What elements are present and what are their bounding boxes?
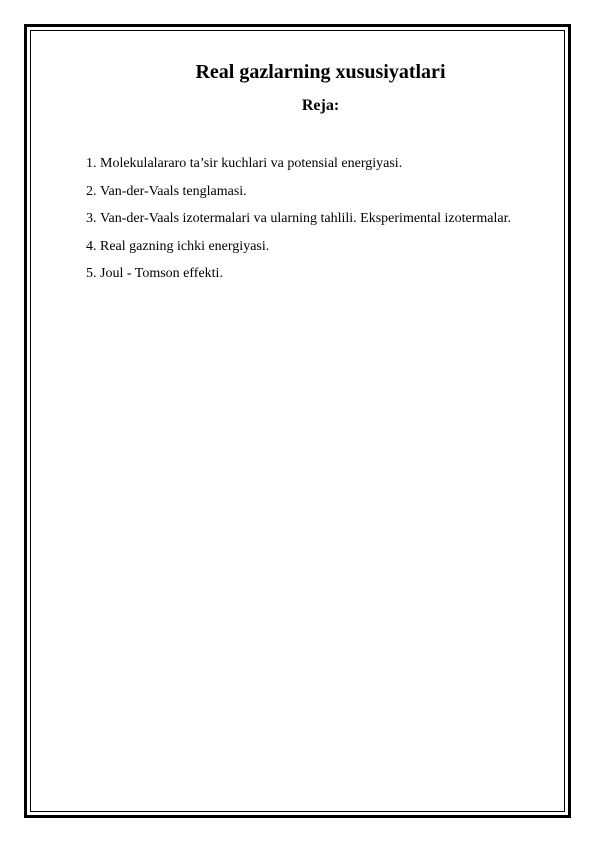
plan-item (86, 178, 516, 206)
plan-item-text: Joul - Tomson effekti. (100, 266, 223, 281)
document-title: Real gazlarning xususiyatlari (195, 61, 446, 83)
plan-item-number: 2. (86, 183, 97, 199)
plan-item-number: 1. (86, 156, 97, 171)
plan-item-text: Real gazning ichki energiyasi. (100, 238, 270, 254)
plan-heading: Reja: (301, 97, 340, 114)
plan-item-number: 3. (86, 211, 97, 226)
plan-item-number: 5. (86, 266, 97, 281)
plan-item-text: Van-der-Vaals izotermalari va ularning tahlili. Eksperimental izotermalar. (100, 211, 512, 226)
plan-item-text: Molekulalararo ta’sir kuchlari va potensial energiyasi. (100, 156, 403, 171)
plan-item (86, 150, 516, 178)
plan-item-text: Van-der-Vaals tenglamasi. (100, 183, 247, 199)
plan-item (86, 260, 516, 288)
plan-item (86, 205, 516, 233)
plan-item (86, 233, 516, 261)
plan-list (86, 150, 516, 288)
page-border-inner (30, 30, 565, 812)
plan-item-number: 4. (86, 238, 97, 254)
